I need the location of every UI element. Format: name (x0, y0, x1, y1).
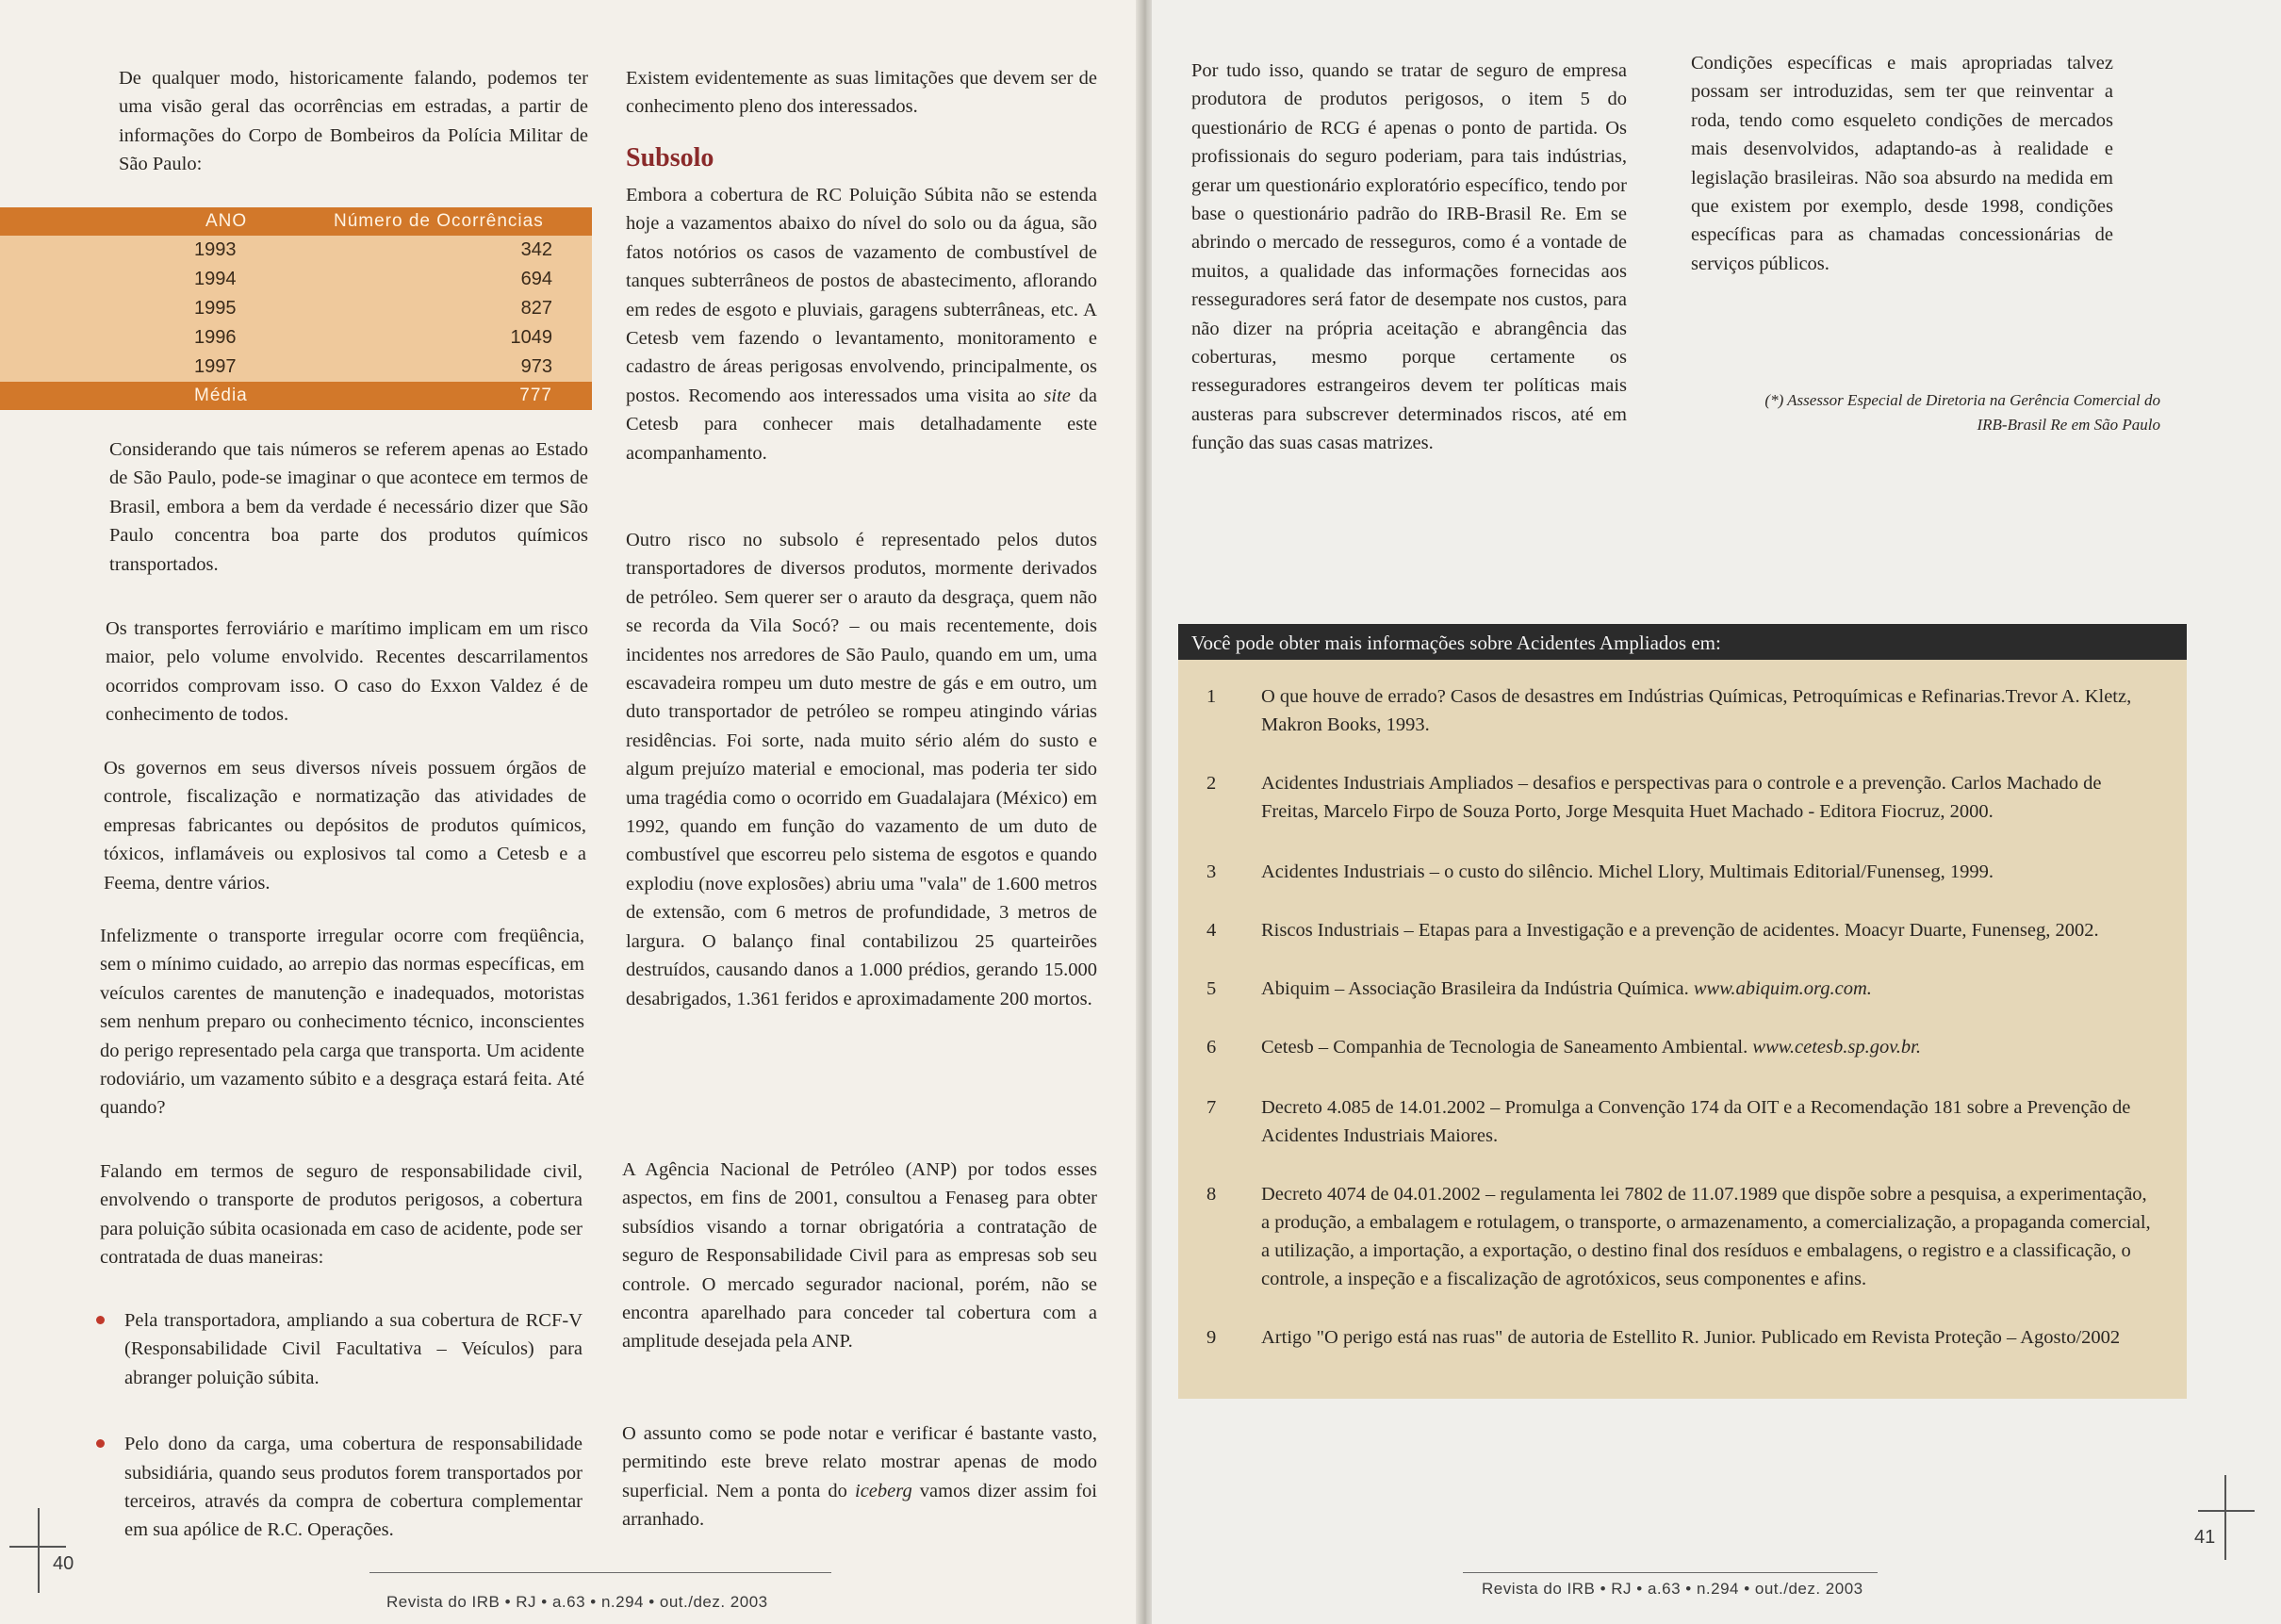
crop-mark-icon (9, 1546, 66, 1548)
table-cell-count: 694 (520, 269, 552, 289)
reference-text: Acidentes Industriais Ampliados – desafios e perspectivas para o controle e a prevenção. Carlos Machado de Freitas, Marcelo Firpo de Souza Porto, Jorge Mesquita Huet Machado - Editora Fiocruz, 2000. (1261, 773, 2102, 822)
reference-text: Artigo "O perigo está nas ruas" de autoria de Estellito R. Junior. Publicado em Revista Proteção – Agosto/2002 (1261, 1327, 2121, 1348)
left-col2-p3: A Agência Nacional de Petróleo (ANP) por todos esses aspectos, em fins de 2001, consultou a Fenaseg para obter subsídios visando a tornar obrigatória a contratação de seguro de Responsabilidade Civil para as empresas sob seu controle. O mercado segurador nacional, porém, não se encontra aparelhado para conceder tal cobertura com a amplitude desejada pela ANP. (622, 1159, 1097, 1353)
p4-iceberg-word: iceberg (855, 1480, 912, 1501)
p4-text-end: vamos dizer assim foi arranhado. (622, 1480, 1097, 1531)
table-cell-year: 1997 (194, 356, 237, 377)
table-cell-count: 342 (520, 239, 552, 260)
table-row (0, 323, 592, 353)
table-cell-year: 1994 (194, 269, 237, 289)
reference-text: Decreto 4.085 de 14.01.2002 – Promulga a Convenção 174 da OIT e a Recomendação 181 sobre a Prevenção de Acidentes Industriais Maiores. (1261, 1097, 2131, 1146)
table-footer-value: 777 (519, 385, 552, 405)
author-credit (1717, 388, 2160, 437)
table-cell-year: 1993 (194, 239, 237, 260)
reference-text-main: Abiquim – Associação Brasileira da Indústria Química. (1261, 978, 1694, 999)
p1-text: Embora a cobertura de RC Poluição Súbita não se estenda hoje a vazamentos abaixo do nível do solo ou da água, são fatos notórios os casos de vazamento de combustível de tanques subterrâneos de postos de abastecimento, aflorando em redes de esgoto e pluviais, garagens subterrâneas, etc. A Cetesb vem fazendo o levantamento, monitoramento e cadastro de áreas perigosas envolvendo, principalmente, os postos. Recomendo aos interessados uma visita ao (626, 185, 1097, 406)
reference-number: 6 (1206, 1037, 1217, 1058)
right-col2: Condições específicas e mais apropriadas talvez possam ser introduzidas, sem ter que reinventar a roda, tendo como esqueleto condições de mercados mais desenvolvidos, adaptando-as à realidade e legislação brasileiras. Não soa absurdo na medida em que existem por exemplo, desde 1998, condições específicas para as chamadas concessionárias de serviços públicos. (1691, 53, 2113, 274)
table-cell-count: 973 (520, 356, 552, 377)
reference-number: 5 (1206, 978, 1217, 999)
crop-mark-icon (2224, 1475, 2226, 1560)
table-row (0, 236, 592, 265)
page-footer: Revista do IRB • RJ • a.63 • n.294 • out./dez. 2003 (386, 1593, 768, 1611)
reference-text: Acidentes Industriais – o custo do silêncio. Michel Llory, Multimais Editorial/Funenseg, 1999. (1261, 861, 1994, 882)
table-footer-label: Média (194, 385, 248, 405)
table-header-count: Número de Ocorrências (334, 211, 544, 231)
crop-mark-icon (38, 1508, 40, 1593)
credit-line: IRB-Brasil Re em São Paulo (1977, 416, 2160, 434)
page-number: 41 (2194, 1527, 2216, 1548)
reference-text: Riscos Industriais – Etapas para a Investigação e a prevenção de acidentes. Moacyr Duarte, Funenseg, 2002. (1261, 920, 2099, 941)
left-col1-p2: Os transportes ferroviário e marítimo implicam em um risco maior, pelo volume envolvido. Recentes descarrilamentos ocorridos comprovam isso. O caso do Exxon Valdez é de conhecimento de todos. (106, 618, 588, 726)
table-row (0, 265, 592, 294)
references-title-text: Você pode obter mais informações sobre Acidentes Ampliados em: (1191, 632, 1721, 654)
reference-number: 3 (1206, 861, 1217, 882)
reference-number: 8 (1206, 1184, 1217, 1205)
reference-text: O que houve de errado? Casos de desastres em Indústrias Químicas, Petroquímicas e Refinarias.Trevor A. Kletz, Makron Books, 1993. (1261, 686, 2132, 735)
bullet-text: Pela transportadora, ampliando a sua cobertura de RCF-V (Responsabilidade Civil Facultativa – Veículos) para abranger poluição súbita. (124, 1310, 583, 1388)
table-cell-year: 1995 (194, 298, 237, 319)
credit-line: (*) Assessor Especial de Diretoria na Gerência Comercial do (1764, 391, 2160, 409)
page-footer: Revista do IRB • RJ • a.63 • n.294 • out./dez. 2003 (1482, 1580, 1863, 1598)
left-col1-p1: Considerando que tais números se referem apenas ao Estado de São Paulo, pode-se imaginar o que acontece em termos de Brasil, embora a bem da verdade é necessário dizer que São Paulo concentra boa parte dos produtos químicos transportados. (109, 439, 588, 575)
bullet-text: Pelo dono da carga, uma cobertura de responsabilidade subsidiária, quando seus produtos forem transportados por terceiros, através da compra de cobertura complementar em sua apólice de R.C. Operações. (124, 1434, 583, 1541)
reference-text (1261, 1033, 2158, 1061)
left-col1-p5: Falando em termos de seguro de responsabilidade civil, envolvendo o transporte de produtos perigosos, a cobertura para poluição súbita ocasionada em caso de acidente, pode ser contratada de duas maneiras: (100, 1161, 583, 1269)
left-col2-p1 (626, 181, 1097, 468)
table-body (0, 236, 592, 382)
references-box (1178, 624, 2187, 1399)
left-col1-intro: De qualquer modo, historicamente falando, podemos ter uma visão geral das ocorrências em estradas, a partir de informações do Corpo de Bombeiros da Polícia Militar de São Paulo: (119, 68, 588, 175)
reference-number: 7 (1206, 1097, 1217, 1118)
table-footer (0, 382, 592, 410)
right-col1: Por tudo isso, quando se tratar de seguro de empresa produtora de produtos perigosos, o item 5 do questionário de RCG é apenas o ponto de partida. Os profissionais do seguro poderiam, para tais indústrias, gerar um questionário exploratório específico, tendo por base o questionário padrão do IRB-Brasil Re. Em se abrindo o mercado de resseguros, como é a vontade de muitos, a qualidade das informações fornecidas aos resseguradores será fator de desempate nos custos, para não dizer na própria aceitação e abrangência das coberturas, mesmo porque certamente os resseguradores estrangeiros devem ter políticas mais austeras para subscrever determinados riscos, até em função das suas casas matrizes. (1191, 60, 1627, 454)
table-row (0, 353, 592, 382)
reference-number: 1 (1206, 686, 1217, 707)
occurrences-table (0, 207, 592, 410)
table-cell-count: 1049 (510, 327, 552, 348)
left-col1-p4: Infelizmente o transporte irregular ocorre com freqüência, sem o mínimo cuidado, ao arrepio das normas específicas, em veículos carentes de manutenção e inadequados, motoristas sem nenhum preparo ou conhecimento técnico, inconscientes do perigo representado pela carga que transporta. Um acidente rodoviário, um vazamento súbito e a desgraça estará feita. Até quando? (100, 926, 584, 1119)
reference-text-main: Cetesb – Companhia de Tecnologia de Saneamento Ambiental. (1261, 1037, 1753, 1058)
left-col2-p4 (622, 1419, 1097, 1534)
bullet-dot-icon (96, 1439, 105, 1448)
left-col2-p2: Outro risco no subsolo é representado pelos dutos transportadores de diversos produtos, mormente derivados de petróleo. Sem querer ser o arauto da desgraça, quem não se recorda da Vila Socó? – ou mais recentemente, dois incidentes nos arredores de São Paulo, quando em um, uma escavadeira rompeu um duto mestre de gás e em outro, um duto transportador de petróleo se rompeu atingindo várias residências. Foi sorte, nada muito sério além do susto e algum prejuízo material e emocional, mas poderia ter sido uma tragédia como o ocorrido em Guadalajara (México) em 1992, quando em função do vazamento de um duto de combustível que escorreu pelo sistema de esgotos e quando explodiu (nove explosões) abriu uma "vala" de 1.600 metros de extensão, com 6 metros de profundidade, 3 metros de largura. O balanço final contabilizou 25 quarteirões destruídos, causando danos a 1.000 prédios, gerando 15.000 desabrigados, 1.361 feridos e aproximadamente 200 mortos. (626, 530, 1097, 1009)
references-box-title (1178, 624, 2187, 660)
section-heading-subsolo: Subsolo (626, 143, 714, 172)
list-item (124, 1430, 583, 1545)
table-cell-count: 827 (520, 298, 552, 319)
p1-text-end: da Cetesb para conhecer mais detalhadamente este acompanhamento. (626, 385, 1097, 464)
reference-text: Decreto 4074 de 04.01.2002 – regulamenta lei 7802 de 11.07.1989 que dispõe sobre a pesquisa, a experimentação, a produção, a embalagem e rotulagem, o transporte, o armazenamento, a comercialização, a propaganda comercial, a utilização, a importação, a exportação, o destino final dos resíduos e embalagens, o registro e a classificação, o controle, a inspeção e a fiscalização de agrotóxicos, seus componentes e afins. (1261, 1184, 2151, 1289)
reference-number: 9 (1206, 1327, 1217, 1348)
reference-text (1261, 975, 2158, 1003)
table-cell-year: 1996 (194, 327, 237, 348)
crop-mark-icon (2198, 1510, 2255, 1512)
table-header (0, 207, 592, 236)
left-col2-p0: Existem evidentemente as suas limitações que devem ser de conhecimento pleno dos interessados. (626, 68, 1097, 118)
reference-link[interactable]: www.cetesb.sp.gov.br. (1752, 1037, 1921, 1058)
coverage-bullet-list (124, 1306, 583, 1545)
footer-rule (1463, 1572, 1878, 1573)
p1-site-word: site (1043, 385, 1071, 406)
reference-link[interactable]: www.abiquim.org.com. (1693, 978, 1872, 999)
bullet-dot-icon (96, 1316, 105, 1324)
reference-number: 4 (1206, 920, 1217, 941)
p4-text: O assunto como se pode notar e verificar é bastante vasto, permitindo este breve relato mostrar apenas de modo superficial. Nem a ponta do (622, 1423, 1097, 1501)
table-row (0, 294, 592, 323)
reference-number: 2 (1206, 773, 1217, 794)
list-item (124, 1306, 583, 1392)
footer-rule (369, 1572, 831, 1573)
left-col1-p3: Os governos em seus diversos níveis possuem órgãos de controle, fiscalização e normatização das atividades de empresas fabricantes ou depósitos de produtos químicos, tóxicos, inflamáveis ou explosivos tal como a Cetesb e a Feema, dentre vários. (104, 758, 586, 894)
table-header-year: ANO (205, 211, 248, 231)
left-page (0, 0, 1140, 1624)
page-number: 40 (53, 1553, 74, 1574)
